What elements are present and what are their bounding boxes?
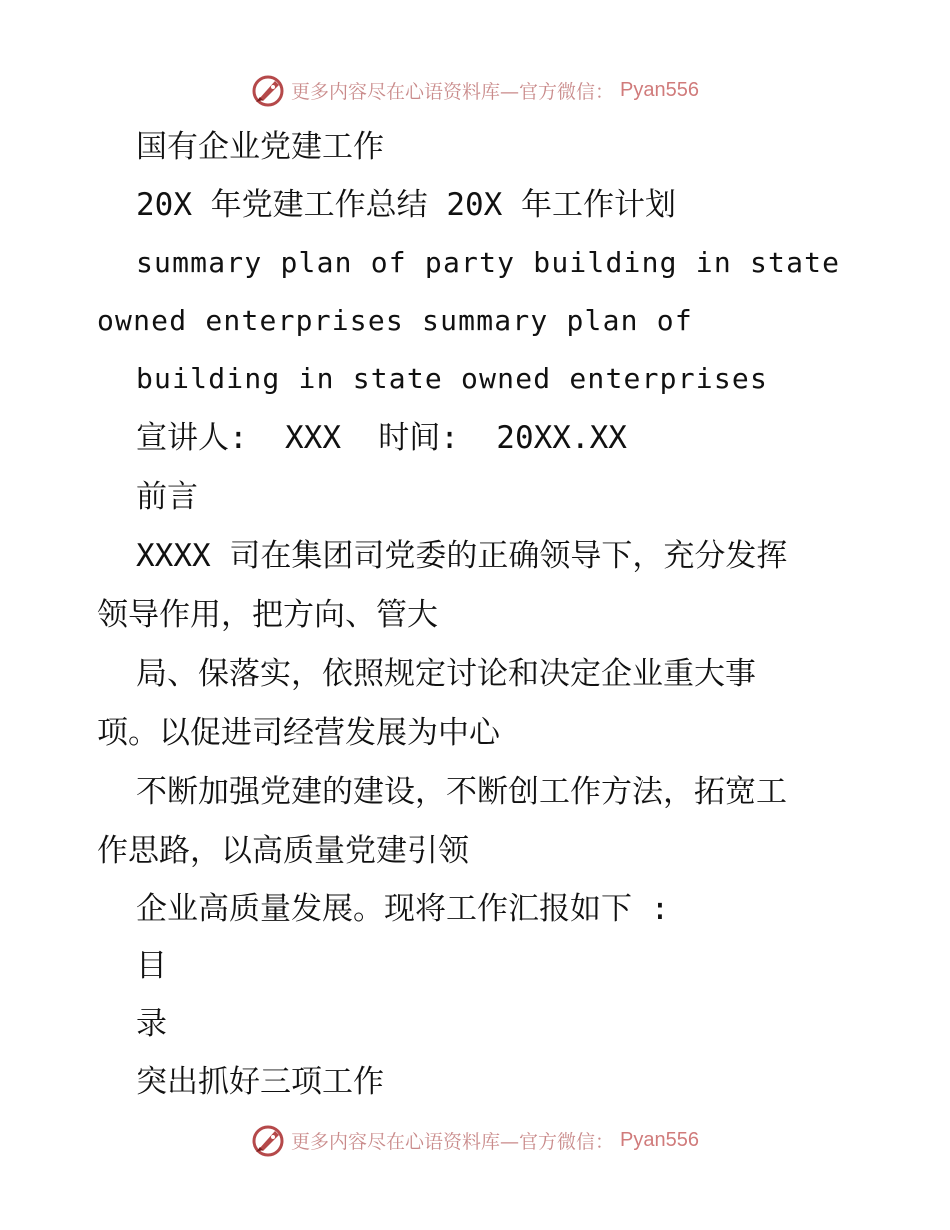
doc-toc-item: 突出抓好三项工作 bbox=[136, 1064, 384, 1100]
watermark-text: 更多内容尽在心语资料库—官方微信： bbox=[291, 80, 615, 103]
doc-paragraph-line: 作思路，以高质量党建引领 bbox=[97, 833, 469, 869]
doc-paragraph-line: 企业高质量发展。现将工作汇报如下 : bbox=[136, 891, 670, 927]
doc-subtitle: 20X 年党建工作总结 20X 年工作计划 bbox=[136, 187, 676, 223]
doc-paragraph-line: 不断加强党建的建设，不断创工作方法，拓宽工 bbox=[136, 774, 787, 810]
doc-paragraph-line: XXXX 司在集团司党委的正确领导下，充分发挥 bbox=[136, 538, 788, 574]
doc-english-title-line-1: summary plan of party building in state bbox=[136, 246, 841, 279]
doc-paragraph-line: 领导作用，把方向、管大 bbox=[97, 597, 438, 633]
doc-paragraph-line: 项。以促进司经营发展为中心 bbox=[97, 715, 500, 751]
pen-logo-icon bbox=[251, 1123, 285, 1157]
watermark-text: 更多内容尽在心语资料库—官方微信： bbox=[291, 1130, 615, 1153]
watermark-wechat-id: Pyan556 bbox=[620, 78, 699, 101]
doc-heading-preface: 前言 bbox=[136, 479, 198, 515]
doc-english-title-line-3: building in state owned enterprises bbox=[136, 362, 769, 395]
doc-paragraph-line: 局、保落实，依照规定讨论和决定企业重大事 bbox=[136, 656, 756, 692]
doc-title: 国有企业党建工作 bbox=[136, 129, 384, 165]
watermark-banner-bottom bbox=[0, 1120, 950, 1160]
doc-presenter-line: 宣讲人: XXX 时间: 20XX.XX bbox=[136, 420, 627, 456]
watermark-wechat-id: Pyan556 bbox=[620, 1128, 699, 1151]
doc-toc-heading-part-2: 录 bbox=[136, 1006, 167, 1042]
doc-toc-heading-part-1: 目 bbox=[136, 948, 167, 984]
doc-english-title-line-2: owned enterprises summary plan of bbox=[97, 304, 693, 337]
